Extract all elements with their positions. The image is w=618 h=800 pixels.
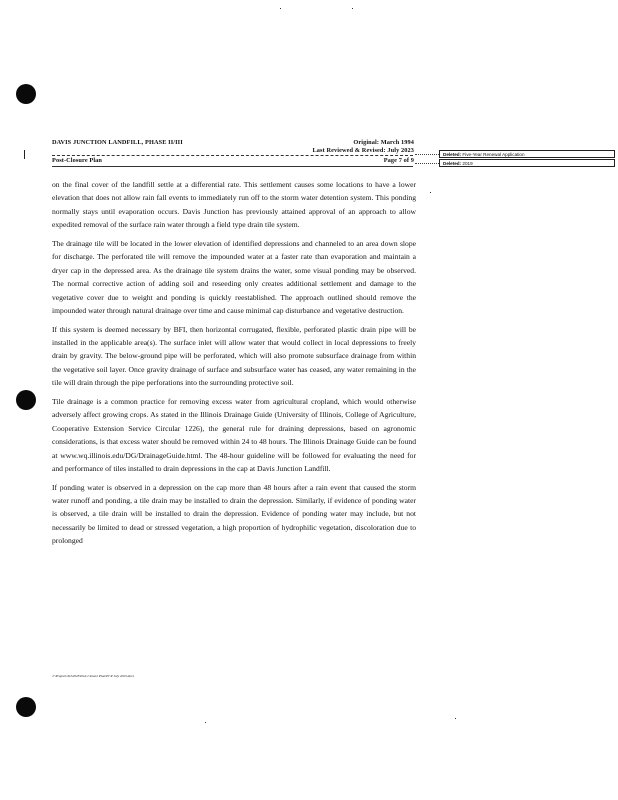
punch-hole-top xyxy=(16,84,36,104)
revision-date: Last Reviewed & Revised: July 2023 xyxy=(312,147,414,154)
comment-text: 2019 xyxy=(462,161,473,166)
paragraph: on the final cover of the landfill settle at a differential rate. This settlement causes some locations to have a lower elevation that does not allow rain fall events to immediately run off to the storm water detention system. This ponding normally stays until evaporation occurs. Davis Junction has previously attained approval of an approach to allow expedited removal of the surface rain water through a field type drain tile system. xyxy=(52,180,416,230)
scan-speck xyxy=(352,8,353,9)
deleted-comment-1[interactable] xyxy=(439,150,615,158)
comment-text: Five-Year Renewal Application xyxy=(462,152,525,157)
scan-speck xyxy=(430,192,431,193)
paragraph: If ponding water is observed in a depression on the cap more than 48 hours after a rain event that caused the storm water runoff and ponding, a tile drain may be installed to drain the depression. Similarly, if evidence of ponding water is observed, a tile drain will be installed to drain the depression. Evidence of ponding water may include, but not necessarily be limited to dead or stressed vegetation, a high proportion of hydrophilic vegetation, discoloration due to prolonged xyxy=(52,482,416,546)
punch-hole-bottom xyxy=(16,697,36,717)
site-title: DAVIS JUNCTION LANDFILL, PHASE II/III xyxy=(52,139,183,146)
scan-speck xyxy=(280,8,281,9)
deleted-comment-2[interactable] xyxy=(439,159,615,167)
original-date: Original: March 1994 xyxy=(353,139,414,146)
plan-title: Post-Closure Plan xyxy=(52,157,103,164)
comment-kind: Deleted: xyxy=(443,152,462,157)
paragraph: The drainage tile will be located in the lower elevation of identified depressions and channeled to an area down slope for discharge. The perforated tile will remove the impounded water at a faster rate than evaporation and maintain a dryer cap in the depressed area. As the drainage tile system drains the water, some visual ponding may be observed. The normal corrective action of adding soil and reseeding only creates additional settlement and damage to the vegetative cover due to weight and ponding is quickly reestablished. The approach outlined should remove the impounded water through natural drainage over time and cause minimal cap disturbance and vegetative destruction. xyxy=(52,238,416,316)
punch-hole-middle xyxy=(16,390,36,410)
paragraph: If this system is deemed necessary by BFI, then horizontal corrugated, flexible, perforated plastic drain pipe will be installed in the applicable area(s). The surface inlet will allow water that would collect in local depressions to freely drain by gravity. The below-ground pipe will be perforated, which will also promote subsurface drainage from within the vegetative soil layer. Once gravity drainage of surface and subsurface water has ceased, any water remaining in the tile will drain through the pipe perforations into the surrounding protective soil. xyxy=(52,324,416,388)
footer-file-path: J:\Projects\DJ\2023\Post-Closure Plan\PCP July 2023.docx xyxy=(52,674,134,678)
page-number: Page 7 of 9 xyxy=(383,157,414,164)
change-bar xyxy=(24,150,25,159)
comment-leader-1 xyxy=(415,154,439,155)
scan-speck xyxy=(455,718,456,719)
document-body xyxy=(52,178,416,553)
scan-speck xyxy=(205,722,206,723)
comment-kind: Deleted: xyxy=(443,161,462,166)
header-rule xyxy=(52,166,413,167)
header-rule-dashed xyxy=(52,155,413,156)
paragraph: Tile drainage is a common practice for removing excess water from agricultural cropland, which would otherwise adversely affect growing crops. As stated in the Illinois Drainage Guide (University of Illinois, College of Agriculture, Cooperative Extension Service Circular 1226), the general rule for draining depressions, based on agronomic considerations, is that excess water should be removed within 24 to 48 hours. The Illinois Drainage Guide can be found at www.wq.illinois.edu/DG/DrainageGuide.html. The 48-hour guideline will be followed for evaluating the need for and performance of tiles installed to drain depressions in the cap at Davis Junction Landfill. xyxy=(52,396,416,474)
comment-leader-2 xyxy=(415,163,439,164)
